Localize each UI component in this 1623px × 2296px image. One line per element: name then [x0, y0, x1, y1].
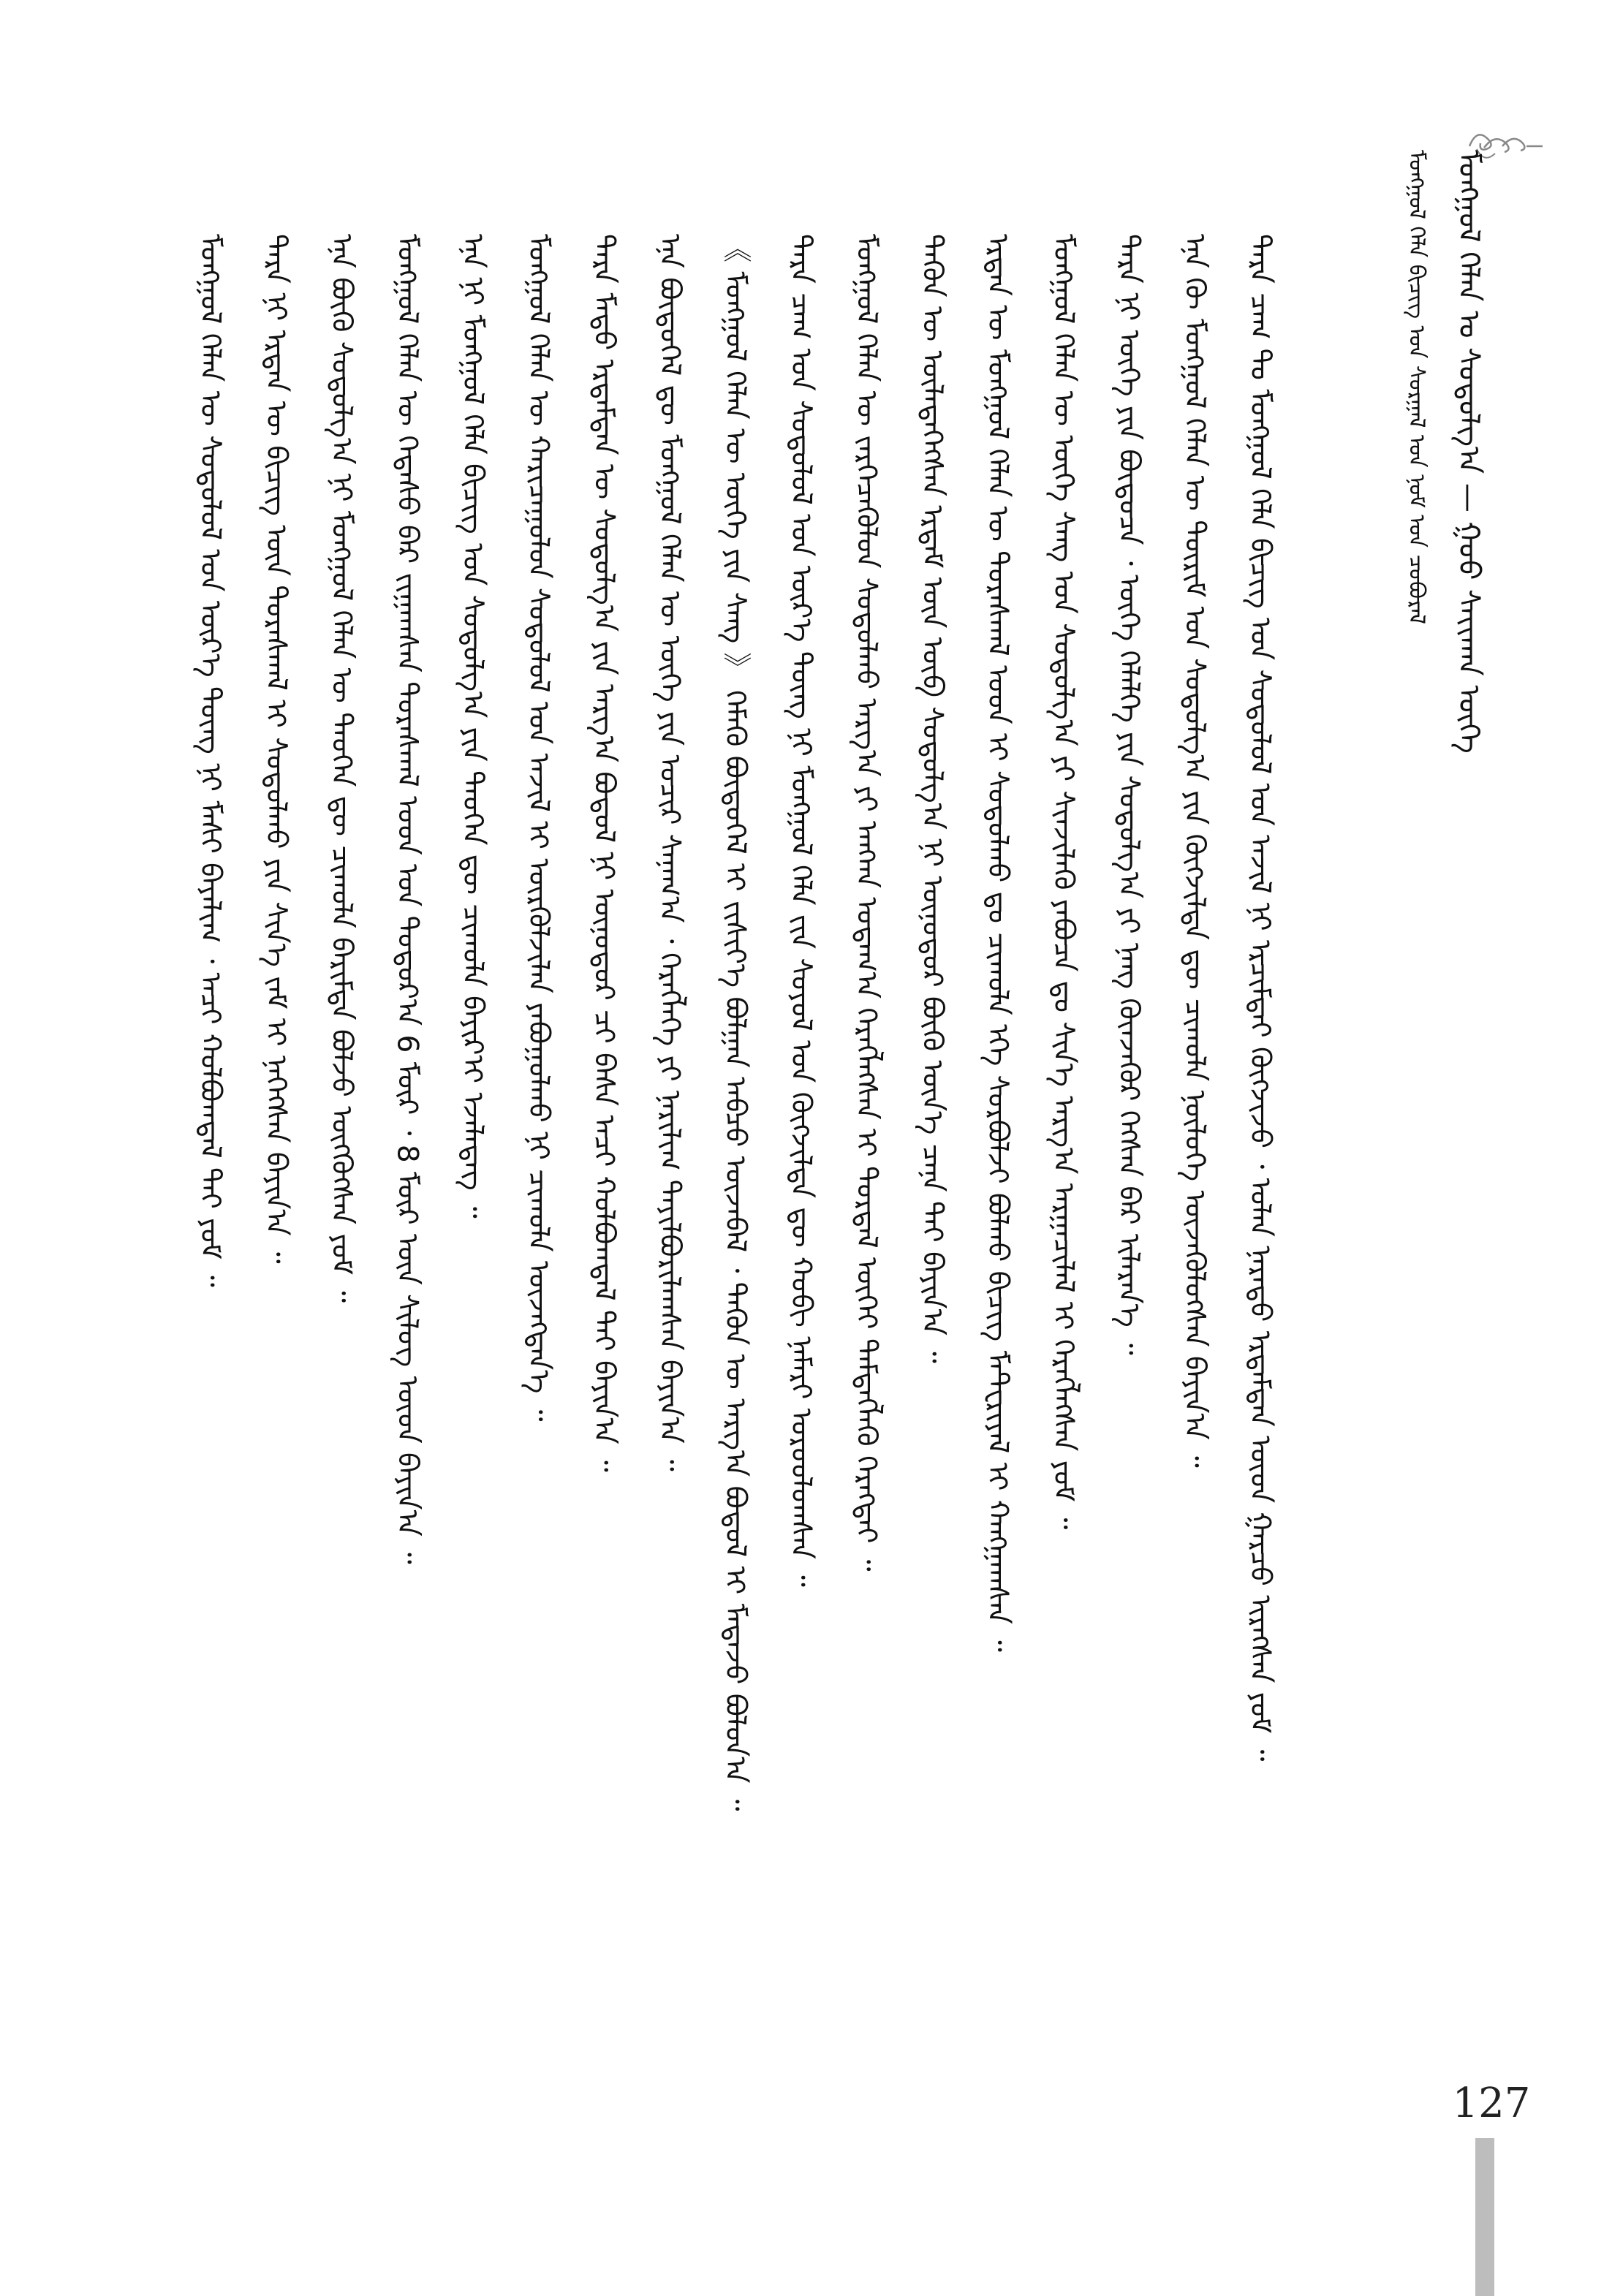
- running-head-subtitle: ᠮᠣᠩᠭᠣᠯ ᠬᠡᠯᠡ ᠪᠢᠴᠢᠭ ᠤᠨ ᠰᠤᠷᠭᠠᠯ ᠤᠨ ᠨᠣᠮ ᠤᠨ ᠴᠤᠪᠤᠷᠠᠯ: [1404, 150, 1429, 624]
- paragraph-line: ᠲᠡᠷᠡ ᠴᠠᠭ ᠲᠤ ᠮᠣᠩᠭᠣᠯ ᠬᠡᠯᠡ ᠪᠢᠴᠢᠭ ᠤᠨ ᠰᠤᠳᠤᠯᠤᠯ ᠤᠨ ᠠᠵᠢᠯ ᠨᠢ ᠡᠷᠴᠢᠮᠲᠡᠢ ᠬᠥᠭᠵᠢᠵᠦ ᠂ ᠣᠯᠠᠨ ᠨᠡᠷᠡᠲᠦ ᠡᠷᠳᠡᠮᠲᠡᠨ ᠦᠳ ᠭᠠᠷᠴᠤ ᠢᠷᠡᠭᠰᠡᠨ ᠶᠤᠮ ᠃: [1244, 234, 1276, 1762]
- paragraph-line: ᠲᠡᠷᠡ ᠴᠠᠭ ᠤᠨ ᠰᠤᠳᠤᠯᠤᠯ ᠤᠨ ᠦᠷ᠎ᠡ ᠳᠦᠩ ᠨᠢ ᠮᠣᠩᠭᠣᠯ ᠬᠡᠯᠡ ᠵᠢᠨ ᠰᠣᠶᠣᠯ ᠤᠨ ᠬᠥᠭᠵᠢᠯᠲᠡ ᠳᠦ ᠬᠤᠪᠢ ᠨᠡᠮᠡᠷᠢ ᠣᠷᠤᠤᠯᠤᠭᠰᠠᠨ ᠃: [784, 234, 817, 1587]
- paragraph-line: ᠲᠡᠷᠡ ᠨᠢ ᠡᠷᠲᠡᠨ ᠦ ᠪᠢᠴᠢᠭ ᠦᠨ ᠳᠤᠷᠠᠰᠬᠠᠯ ᠢ ᠰᠤᠳᠤᠯᠬᠤ ᠶᠢᠨ ᠰᠢᠨ᠎ᠡ ᠵᠠᠮ ᠢ ᠨᠡᠭᠡᠭᠰᠡᠨ ᠪᠠᠶᠢᠨ᠎ᠠ ᠃: [259, 234, 292, 1264]
- page-edge-tab: [1475, 2138, 1494, 2296]
- paragraph-line: ᠡᠨᠡ ᠪᠦᠬᠦ ᠰᠤᠳᠤᠯᠭ᠎ᠠ ᠨᠢ ᠮᠣᠩᠭᠣᠯ ᠬᠡᠯᠡᠨ ᠦ ᠲᠡᠦᠬᠡᠨ ᠳᠦ ᠴᠢᠬᠤᠯᠠ ᠪᠠᠷᠢᠮᠲᠠ ᠪᠣᠯᠵᠤ ᠥᠭᠭᠦᠭᠰᠡᠨ ᠶᠤᠮ ᠃: [325, 234, 358, 1303]
- paragraph-line: ᠮᠣᠩᠭᠣᠯ ᠬᠡᠯᠡᠨ ᠦ ᠬᠠᠷᠢᠴᠠᠭᠤᠯᠤᠨ ᠰᠤᠳᠤᠯᠤᠯ ᠤᠨ ᠠᠵᠢᠯ ᠢ ᠦᠷᠭᠦᠯᠵᠢᠯᠡᠨ ᠶᠠᠪᠤᠭᠤᠯᠬᠤ ᠨᠢ ᠴᠢᠬᠤᠯᠠ ᠦᠵᠡᠭᠳᠡᠨ᠎ᠡ ᠃: [521, 234, 555, 1422]
- paragraph-line: ᠲᠡᠷᠡ ᠨᠢ ᠦᠭᠡ ᠶᠢᠨ ᠪᠦᠲᠦᠴᠡ ᠂ ᠦᠭᠡ ᠬᠡᠯᠡᠯᠭᠡ ᠶᠢᠨ ᠰᠤᠳᠤᠯᠭ᠎ᠠ ᠶᠢ ᠨᠡᠩ ᠭᠦᠨᠵᠡᠭᠦᠷ ᠬᠡᠭᠰᠡᠨ ᠪᠡᠷ ᠢᠯᠡᠷᠡᠨ᠎ᠡ ᠃: [1112, 234, 1146, 1355]
- paragraph-line: 《 ᠮᠣᠩᠭᠣᠯ ᠬᠡᠯᠡᠨ ᠦ ᠦᠭᠡ ᠶᠢᠨ ᠰᠠᠩ 》 ᠬᠡᠮᠡᠬᠦ ᠪᠦᠲᠦᠭᠡᠯ ᠢ ᠵᠢᠱᠢᠶ᠎ᠡ ᠪᠣᠯᠭᠠᠨ ᠠᠪᠴᠤ ᠦᠵᠡᠪᠡᠯ ᠂ ᠲᠡᠭᠦᠨ ᠦ ᠠᠷᠭ᠎ᠠ ᠪᠣᠳᠤᠯ ᠢ ᠮᠡᠳᠡᠵᠦ ᠪᠣᠯᠤᠨ᠎ᠠ ᠃: [719, 234, 752, 1811]
- paragraph-line: ᠮᠣᠩᠭᠣᠯ ᠬᠡᠯᠡᠨ ᠦ ᠦᠭᠡ ᠰᠠᠩ ᠤᠨ ᠰᠤᠳᠤᠯᠭ᠎ᠠ ᠶᠢ ᠰᠢᠨᠵᠢᠯᠡᠬᠦ ᠶᠠᠪᠤᠴᠠ ᠳᠤ ᠰᠢᠨ᠎ᠡ ᠠᠷᠭ᠎ᠠ ᠠᠷᠭᠠᠴᠢᠯᠠᠯ ᠢ ᠬᠡᠷᠡᠭᠯᠡᠭᠰᠡᠨ ᠶᠤᠮ ᠃: [1046, 234, 1080, 1530]
- paragraph-line: ᠡᠷᠲᠡᠨ ᠦ ᠮᠣᠩᠭᠣᠯ ᠬᠡᠯᠡᠨ ᠦ ᠳᠤᠷᠠᠰᠬᠠᠯ ᠤᠳ ᠢ ᠰᠤᠳᠤᠯᠬᠤ ᠳᠤ ᠴᠢᠬᠤᠯᠠ ᠡᠬᠡ ᠰᠤᠷᠪᠤᠯᠵᠢ ᠪᠣᠯᠬᠤ ᠪᠢᠴᠢᠭ ᠮᠠᠲ᠋ᠧᠷᠢᠶᠠᠯ ᠢ ᠬᠠᠩᠭᠠᠭᠰᠠᠨ ᠃: [981, 234, 1014, 1652]
- paragraph-line: ᠲᠡᠷᠡ ᠮᠡᠲᠦ ᠡᠷᠳᠡᠮᠲᠡᠨ ᠦ ᠰᠤᠳᠤᠯᠭ᠎ᠠ ᠶᠢᠨ ᠠᠷᠭ᠎ᠠ ᠪᠣᠳᠤᠯ ᠨᠢ ᠥᠨᠥᠳᠦᠷ ᠴᠢ ᠪᠠᠰᠠ ᠠᠴᠢ ᠬᠣᠯᠪᠣᠭᠳᠠᠯ ᠲᠠᠢ ᠪᠠᠶᠢᠨ᠎ᠠ ᠃: [587, 234, 621, 1472]
- paragraph-line: ᠡᠨᠡ ᠬᠦ ᠮᠣᠩᠭᠣᠯ ᠬᠡᠯᠡᠨ ᠦ ᠳᠦᠷᠢᠮ ᠤᠨ ᠰᠤᠳᠤᠯᠭ᠎ᠠ ᠶᠢᠨ ᠬᠥᠭᠵᠢᠯᠲᠡ ᠳᠦ ᠴᠢᠬᠤᠯᠠ ᠨᠥᠯᠦᠭᠡ ᠦᠵᠡᠭᠦᠯᠦᠭᠰᠡᠨ ᠪᠠᠶᠢᠨ᠎ᠠ ᠃: [1178, 234, 1211, 1468]
- paragraph-line: ᠡᠨᠡ ᠪᠦᠲᠦᠭᠡᠯ ᠳᠦ ᠮᠣᠩᠭᠣᠯ ᠬᠡᠯᠡᠨ ᠦ ᠦᠭᠡ ᠶᠢᠨ ᠤᠴᠢᠷ ᠰᠠᠨᠠᠭ᠎ᠠ ᠂ ᠬᠡᠷᠡᠭᠯᠡᠭᠡ ᠶᠢ ᠨᠠᠷᠢᠯᠢᠭ ᠲᠠᠶᠢᠯᠪᠤᠷᠢᠯᠠᠭᠰᠠᠨ ᠪᠠᠶᠢᠨ᠎ᠠ ᠃: [653, 234, 686, 1471]
- running-head: [1374, 150, 1491, 1721]
- paragraph-line: ᠲᠡᠭᠦᠨ ᠦ ᠦᠯᠡᠳᠡᠭᠡᠭᠰᠡᠨ ᠡᠷᠳᠡᠮ ᠦᠨ ᠥᠪ ᠰᠤᠳᠤᠯᠭ᠎ᠠ ᠨᠢ ᠥᠨᠥᠳᠦᠷ ᠪᠦᠬᠦ ᠦᠨ᠎ᠡ ᠴᠡᠨᠡ ᠲᠡᠢ ᠪᠠᠶᠢᠨ᠎ᠠ ᠃: [915, 234, 949, 1363]
- page-number: 127: [1452, 2080, 1531, 2127]
- paragraph-line: ᠮᠣᠩᠭᠣᠯ ᠬᠡᠯᠡᠨ ᠦ ᠵᠡᠷᠭᠡᠴᠡᠭᠦᠯᠦᠨ ᠰᠤᠳᠤᠯᠬᠤ ᠠᠷᠭ᠎ᠠ ᠶᠢ ᠠᠩᠬᠠ ᠤᠳᠠᠭ᠎ᠠ ᠬᠡᠷᠡᠭᠯᠡᠭᠰᠡᠨ ᠢ ᠳᠤᠷᠳᠠᠯ ᠦᠬᠡᠢ ᠲᠡᠮᠳᠡᠭᠯᠡᠬᠦ ᠬᠡᠷᠡᠭᠲᠡᠢ ᠃: [850, 234, 883, 1572]
- running-head-title: ᠮᠣᠩᠭᠣᠯ ᠬᠡᠯᠡᠨ ᠤ ᠰᠤᠳᠤᠯᠭ᠎ᠠ — ᠭᠣᠣ ᠰᠠᠶ᠋ᠢᠬᠠᠨ ᠦᠭᠡ: [1452, 150, 1486, 754]
- paragraph-line: ᠮᠣᠩᠭᠣᠯ ᠬᠡᠯᠡᠨ ᠦ ᠰᠤᠳᠤᠯᠤᠯ ᠤᠨ ᠦᠷ᠎ᠡ ᠳᠦᠩ ᠨᠢ ᠮᠠᠰᠢ ᠪᠠᠶᠠᠯᠢᠭ ᠂ ᠠᠴᠢ ᠬᠣᠯᠪᠣᠭᠳᠠᠯ ᠲᠠᠢ ᠶᠤᠮ ᠃: [194, 234, 227, 1287]
- paragraph-line: ᠮᠣᠩᠭᠣᠯ ᠬᠡᠯᠡᠨ ᠦ ᠭᠡᠳᠡᠰᠦ ᠪᠡᠷ ᠵᠢᠭᠠᠭᠰᠠᠨ ᠳᠤᠷᠠᠰᠬᠠᠯ ᠤᠳ ᠤᠨ ᠳᠣᠲᠤᠷ᠎ᠠ 6 ᠮᠥᠷ ᠂ 8 ᠮᠥᠷ ᠦᠨ ᠰᠢᠯᠦᠭ ᠦᠳ ᠪᠠᠶᠢᠨ᠎ᠠ ᠃: [390, 234, 424, 1564]
- paragraph-line: ᠡᠨᠡ ᠨᠢ ᠮᠣᠩᠭᠣᠯ ᠬᠡᠯᠡ ᠪᠢᠴᠢᠭ ᠤᠨ ᠰᠤᠳᠤᠯᠭ᠎ᠠ ᠶᠢᠨ ᠲᠡᠦᠬᠡᠨ ᠳᠦ ᠴᠢᠬᠤᠯᠠ ᠪᠠᠶᠢᠷ᠎ᠢ ᠡᠵᠡᠯᠡᠳᠡᠭ ᠃: [456, 234, 489, 1219]
- body-text: [186, 234, 1283, 2171]
